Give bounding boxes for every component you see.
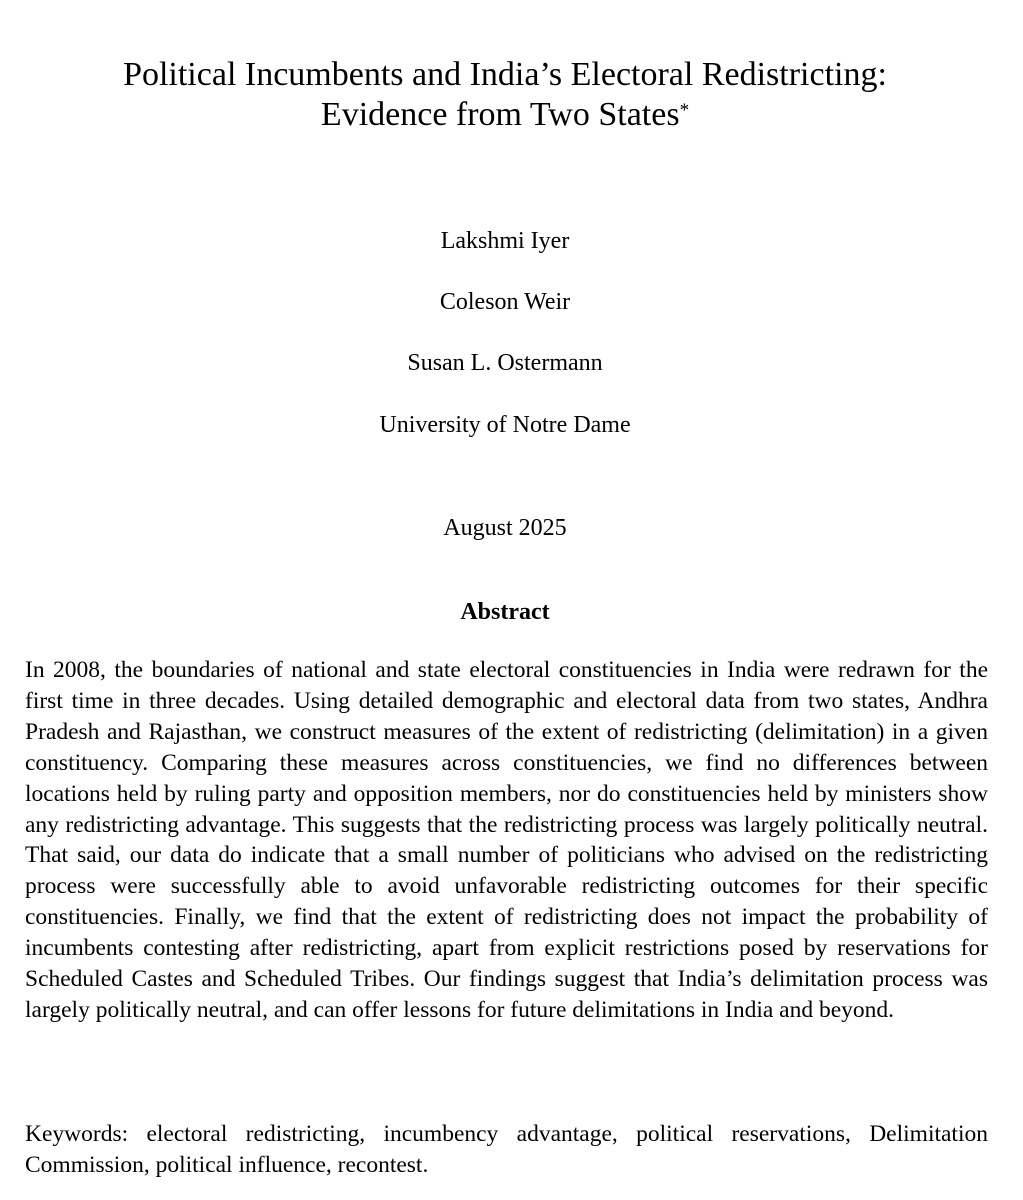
paper-title <box>0 55 1010 135</box>
author-3: Susan L. Ostermann <box>407 350 603 376</box>
title-footnote-mark: * <box>679 100 690 121</box>
abstract-text: In 2008, the boundaries of national and state electoral constituencies in India were redrawn for the first time in three decades. Using detailed demographic and electoral data from two states, Andhra Pradesh and Rajasthan, we construct measures of the extent of redistricting (delimitation) in a given constituency. Comparing these measures across constituencies, we find no differences between locations held by ruling party and opposition members, nor do constituencies held by ministers show any redistricting advantage. This suggests that the redistricting process was largely politically neutral. That said, our data do indicate that a small number of politicians who advised on the redistricting process were successfully able to avoid unfavorable redistricting outcomes for their specific constituencies. Finally, we find that the extent of redistricting does not impact the probability of incumbents contesting after redistricting, apart from explicit restrictions posed by reservations for Scheduled Castes and Scheduled Tribes. Our findings suggest that India’s delimitation process was largely politically neutral, and can offer lessons for future delimitations in India and beyond. <box>25 657 988 1023</box>
abstract-heading: Abstract <box>460 599 550 625</box>
author-2: Coleson Weir <box>439 289 571 315</box>
publication-date: August 2025 <box>443 515 567 541</box>
author-1: Lakshmi Iyer <box>440 228 570 254</box>
title-line-1: Political Incumbents and India’s Electoral Redistricting: <box>123 56 887 93</box>
affiliation: University of Notre Dame <box>379 412 631 438</box>
keywords: Keywords: electoral redistricting, incumbency advantage, political reservations, Delimitation Commission, political influence, recontest. <box>25 1121 988 1178</box>
title-line-2: Evidence from Two States <box>320 96 680 133</box>
